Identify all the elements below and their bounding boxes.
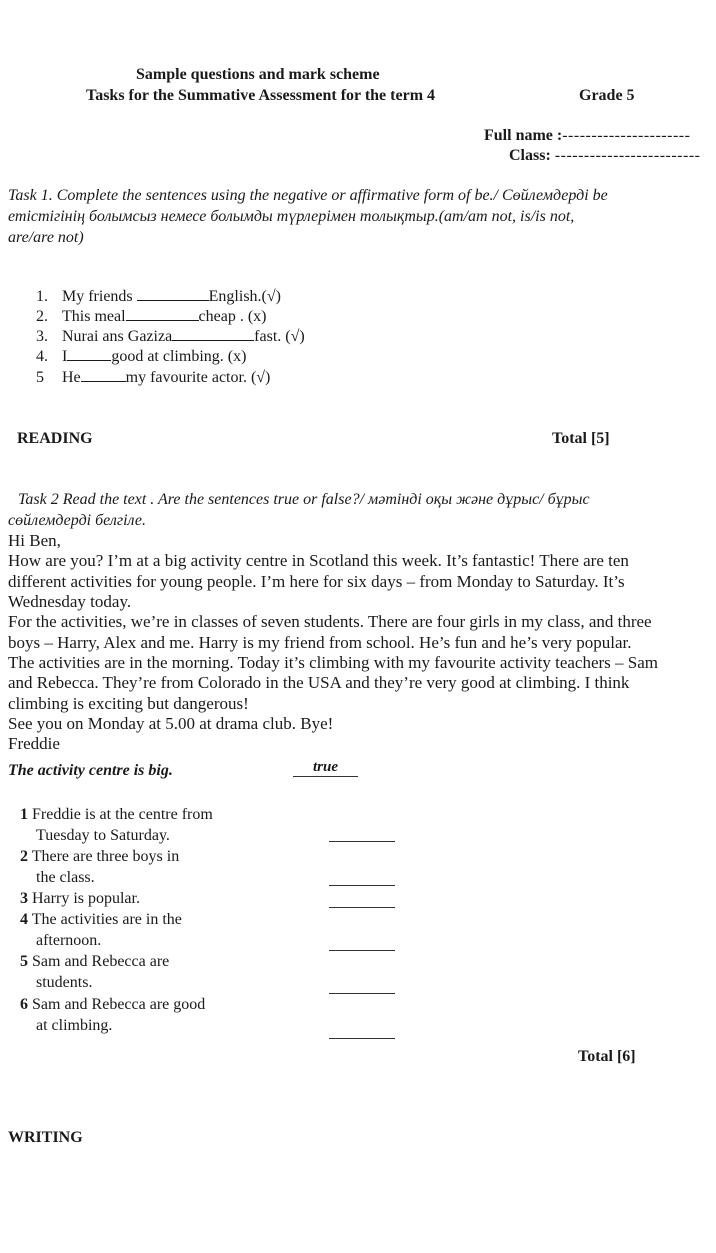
class-field[interactable]	[509, 147, 700, 165]
item-number: 3.	[36, 328, 48, 345]
answer-blank[interactable]	[126, 308, 199, 321]
letter-signature: Freddie	[8, 734, 60, 753]
task1-item-3: 3. Nurai ans Gaziza fast. (√)	[36, 328, 305, 345]
task1-item-2: 2. This meal cheap . (x)	[36, 308, 267, 325]
question-5-line2: students.	[36, 974, 93, 991]
answer-blank-3[interactable]	[329, 907, 395, 908]
letter-line: The activities are in the morning. Today it’s climbing with my favourite activity teachers – Sam	[8, 653, 659, 672]
section-heading-writing: WRITING	[8, 1129, 83, 1146]
item-number: 1.	[36, 288, 48, 305]
answer-blank[interactable]	[81, 369, 126, 382]
letter-line: Wednesday today.	[8, 592, 132, 611]
class-blank: -------------------------	[554, 147, 701, 164]
question-6-line1: 6 Sam and Rebecca are good	[20, 996, 206, 1013]
task1-total: Total [5]	[552, 430, 610, 447]
full-name-field[interactable]	[484, 127, 690, 145]
letter-greeting: Hi Ben,	[8, 531, 61, 550]
letter-line: For the activities, we’re in classes of seven students. There are four girls in my class, and three	[8, 612, 652, 631]
task1-instruction-line2: етістігінің болымсыз немесе болымды түрлерімен толықтыр.(am/am not, is/is not,	[8, 208, 575, 225]
question-4-line2: afternoon.	[36, 932, 102, 949]
item-number: 5	[36, 369, 44, 386]
letter-line: How are you? I’m at a big activity centre in Scotland this week. It’s fantastic! There are ten	[8, 551, 629, 570]
section-heading-reading: READING	[17, 430, 93, 447]
answer-blank-5[interactable]	[329, 993, 395, 994]
answer-blank[interactable]	[67, 348, 111, 361]
answer-blank[interactable]	[137, 288, 209, 301]
document-subtitle: Tasks for the Summative Assessment for the term 4	[86, 87, 436, 104]
task1-item-4: 4. I good at climbing. (x)	[36, 348, 247, 365]
answer-blank[interactable]	[172, 328, 254, 341]
question-6-line2: at climbing.	[36, 1017, 113, 1034]
task1-item-1: 1. My friends English.(√)	[36, 288, 281, 305]
question-3-line1: 3 Harry is popular.	[20, 890, 140, 907]
task2-instruction-line1: Task 2 Read the text . Are the sentences true or false?/ мәтінді оқы және дұрыс/ бұрыс	[18, 491, 590, 508]
letter-line: See you on Monday at 5.00 at drama club. Bye!	[8, 714, 334, 733]
example-answer: true	[293, 758, 358, 777]
class-label: Class:	[509, 147, 551, 164]
grade-label: Grade 5	[579, 87, 635, 104]
answer-blank-1[interactable]	[329, 841, 395, 842]
item-number: 4.	[36, 348, 48, 365]
question-1-line1: 1 Freddie is at the centre from	[20, 806, 213, 823]
task2-instruction-line2: сөйлемдерді белгіле.	[8, 512, 146, 529]
answer-blank-2[interactable]	[329, 885, 395, 886]
task1-instruction-line1: Task 1. Complete the sentences using the negative or affirmative form of be./ Сөйлемдерді be	[8, 187, 608, 204]
answer-blank-4[interactable]	[329, 950, 395, 951]
task2-total: Total [6]	[578, 1048, 636, 1065]
question-1-line2: Tuesday to Saturday.	[36, 827, 170, 844]
task1-instruction-line3: are/are not)	[8, 229, 84, 246]
example-statement: The activity centre is big.	[8, 762, 173, 779]
question-5-line1: 5 Sam and Rebecca are	[20, 953, 170, 970]
letter-line: climbing is exciting but dangerous!	[8, 694, 249, 713]
question-2-line2: the class.	[36, 869, 95, 886]
question-2-line1: 2 There are three boys in	[20, 848, 180, 865]
task1-item-5: 5 He my favourite actor. (√)	[36, 369, 271, 386]
letter-line: boys – Harry, Alex and me. Harry is my friend from school. He’s fun and he’s very popular.	[8, 633, 632, 652]
letter-line: different activities for young people. I’m here for six days – from Monday to Saturday. It’s	[8, 572, 625, 591]
document-title: Sample questions and mark scheme	[136, 66, 380, 83]
question-4-line1: 4 The activities are in the	[20, 911, 182, 928]
item-number: 2.	[36, 308, 48, 325]
full-name-label: Full name :	[484, 127, 563, 144]
answer-blank-6[interactable]	[329, 1038, 395, 1039]
letter-line: and Rebecca. They’re from Colorado in the USA and they’re very good at climbing. I think	[8, 673, 630, 692]
full-name-blank: ----------------------	[562, 127, 691, 144]
